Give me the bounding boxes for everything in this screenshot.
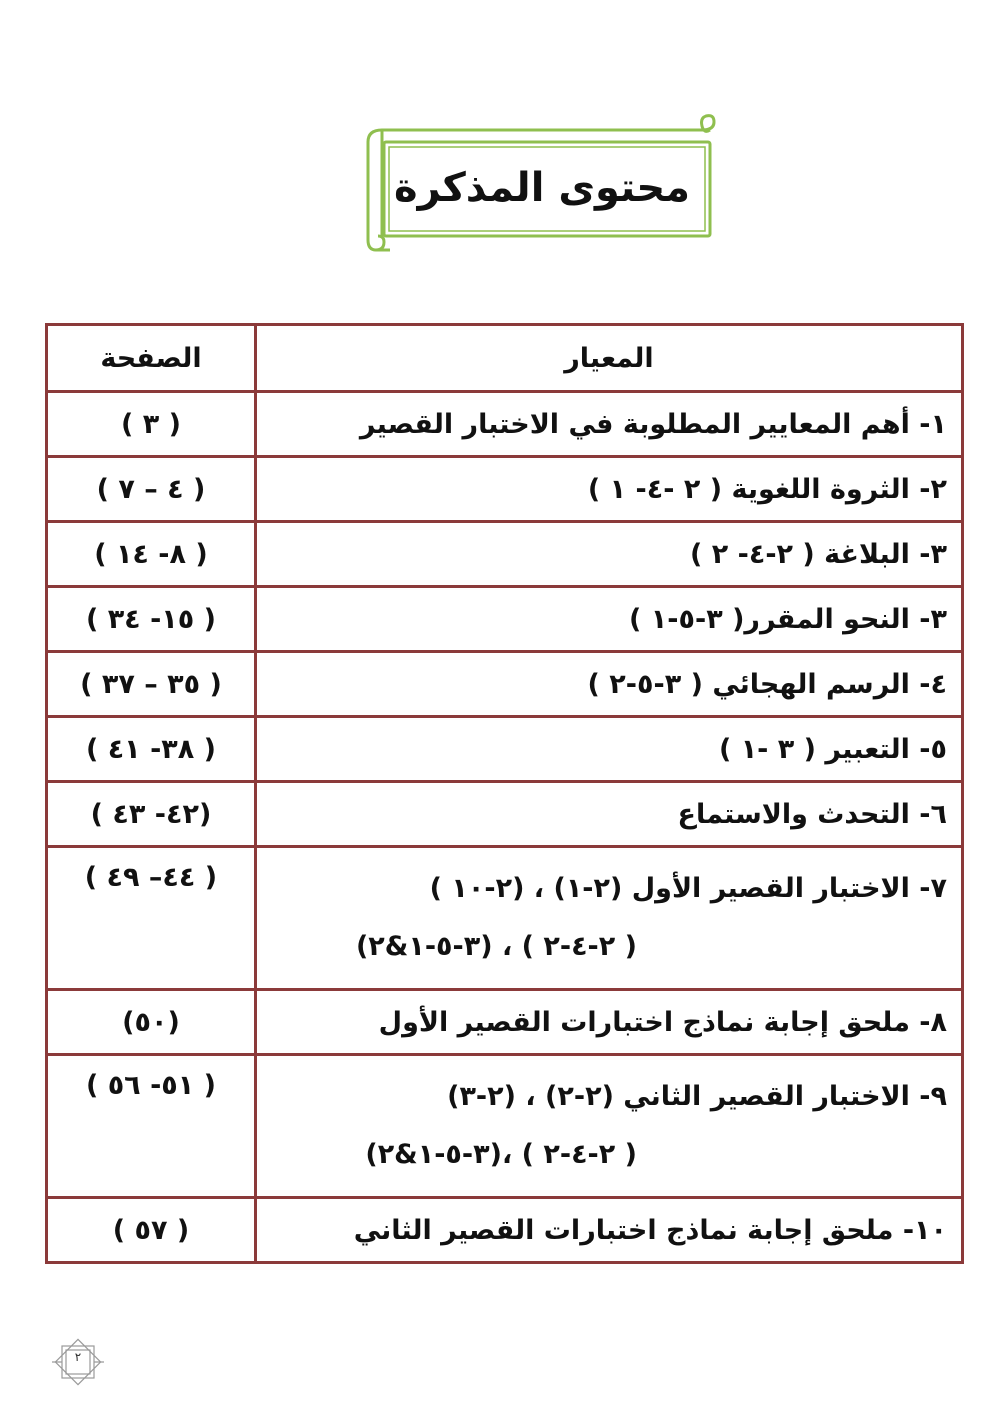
criterion-cell: ٤- الرسم الهجائي ( ٣-٥-٢ ) <box>255 652 962 717</box>
criterion-cell <box>255 1055 962 1198</box>
title-scroll-banner <box>362 112 718 258</box>
page-cell: ( ٣ ) <box>47 392 256 457</box>
header-criterion: المعيار <box>255 325 962 392</box>
table-row <box>47 457 963 522</box>
table-header-row <box>47 325 963 392</box>
table-row <box>47 1198 963 1263</box>
page-title: محتوى المذكرة <box>394 165 690 211</box>
page-number-ornament <box>50 1338 106 1386</box>
table-row <box>47 1055 963 1198</box>
criterion-cell: ٢- الثروة اللغوية ( ٢ -٤- ١ ) <box>255 457 962 522</box>
criterion-line: ( ٢-٤-٢ ) ، (٣-٥-١&٢) <box>355 931 637 962</box>
criterion-cell: ٥- التعبير ( ٣ -١ ) <box>255 717 962 782</box>
table-row <box>47 587 963 652</box>
page-cell: (٥٠) <box>47 990 256 1055</box>
table-row <box>47 847 963 990</box>
criterion-cell: ١٠- ملحق إجابة نماذج اختبارات القصير الثاني <box>255 1198 962 1263</box>
contents-table <box>45 323 964 1264</box>
criterion-cell <box>255 847 962 990</box>
page-cell: ( ٤ – ٧ ) <box>47 457 256 522</box>
criterion-line: ٧- الاختبار القصير الأول (٢-١) ، (٢-١٠ ) <box>429 873 947 904</box>
page-cell: ( ١٥- ٣٤ ) <box>47 587 256 652</box>
page-cell: ( ٥٧ ) <box>47 1198 256 1263</box>
page-number: ٢ <box>74 1350 82 1364</box>
header-page: الصفحة <box>47 325 256 392</box>
criterion-cell: ٣- البلاغة ( ٢-٤- ٢ ) <box>255 522 962 587</box>
criterion-cell: ٦- التحدث والاستماع <box>255 782 962 847</box>
table-row <box>47 522 963 587</box>
page-cell: ( ٣٨- ٤١ ) <box>47 717 256 782</box>
page-cell: ( ٨- ١٤ ) <box>47 522 256 587</box>
criterion-cell: ٨- ملحق إجابة نماذج اختبارات القصير الأول <box>255 990 962 1055</box>
page-cell: ( ٤٤– ٤٩ ) <box>47 847 256 990</box>
criterion-cell: ١- أهم المعايير المطلوبة في الاختبار القصير <box>255 392 962 457</box>
table-row <box>47 717 963 782</box>
table-row <box>47 652 963 717</box>
table-row <box>47 392 963 457</box>
page-cell: ( ٥١- ٥٦ ) <box>47 1055 256 1198</box>
criterion-line: ( ٢-٤-٢ ) ،(٣-٥-١&٢) <box>365 1139 637 1170</box>
table-row <box>47 782 963 847</box>
criterion-cell: ٣- النحو المقرر( ٣-٥-١ ) <box>255 587 962 652</box>
page-cell: (٤٢- ٤٣ ) <box>47 782 256 847</box>
table-row <box>47 990 963 1055</box>
page-cell: ( ٣٥ – ٣٧ ) <box>47 652 256 717</box>
criterion-line: ٩- الاختبار القصير الثاني (٢-٢) ، (٢-٣) <box>447 1081 947 1112</box>
